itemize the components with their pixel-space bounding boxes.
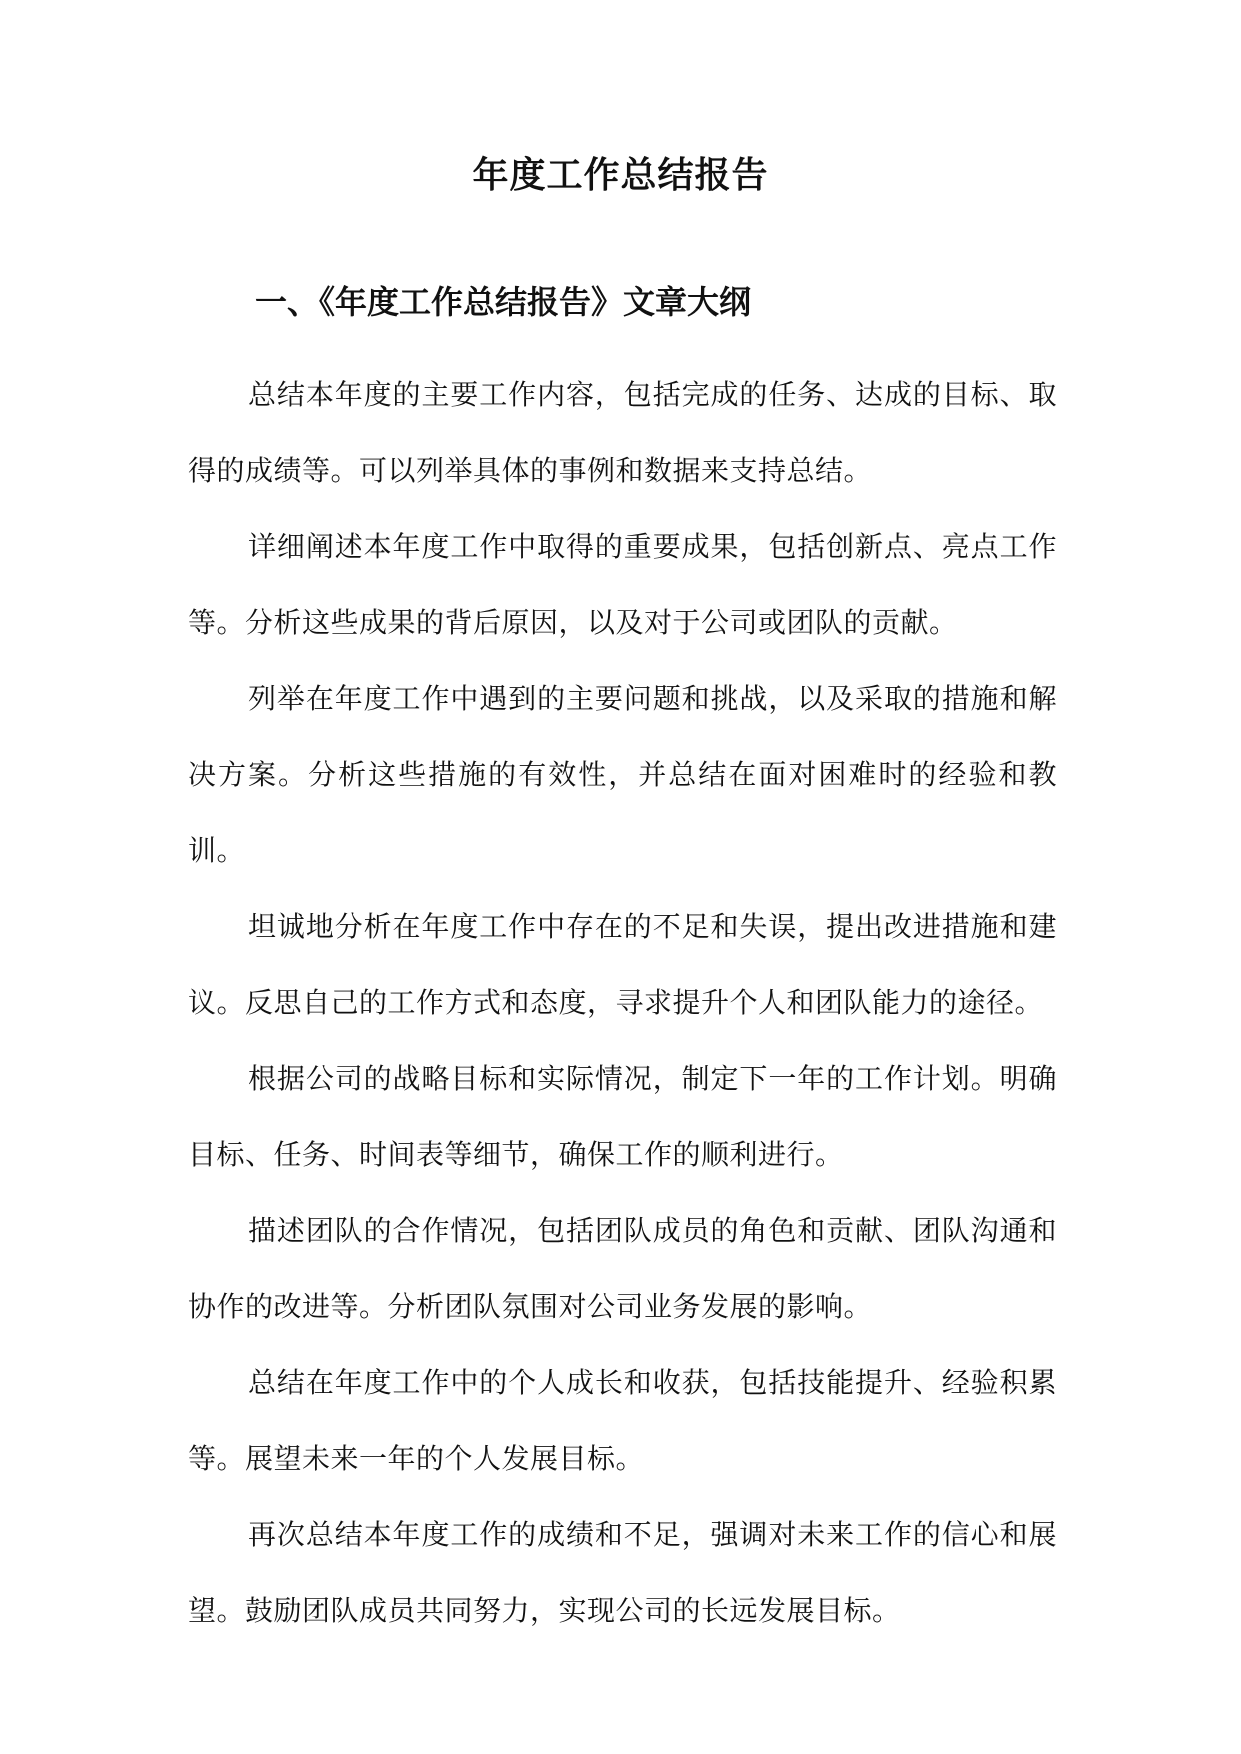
document-title: 年度工作总结报告: [472, 154, 769, 196]
paragraph-conclusion: 再次总结本年度工作的成绩和不足，强调对未来工作的信心和展望。鼓励团队成员共同努力，实现公司的长远发展目标。: [188, 1518, 1057, 1627]
paragraph-work-summary: 总结本年度的主要工作内容，包括完成的任务、达成的目标、取得的成绩等。可以列举具体的事例和数据来支持总结。: [188, 378, 1057, 487]
paragraph-next-year-plan: 根据公司的战略目标和实际情况，制定下一年的工作计划。明确目标、任务、时间表等细节，确保工作的顺利进行。: [188, 1062, 1057, 1171]
paragraph-challenges: 列举在年度工作中遇到的主要问题和挑战，以及采取的措施和解决方案。分析这些措施的有效性，并总结在面对困难时的经验和教训。: [188, 682, 1057, 867]
paragraph-achievements: 详细阐述本年度工作中取得的重要成果，包括创新点、亮点工作等。分析这些成果的背后原因，以及对于公司或团队的贡献。: [188, 530, 1057, 639]
paragraph-shortcomings: 坦诚地分析在年度工作中存在的不足和失误，提出改进措施和建议。反思自己的工作方式和态度，寻求提升个人和团队能力的途径。: [188, 910, 1057, 1019]
paragraph-personal-growth: 总结在年度工作中的个人成长和收获，包括技能提升、经验积累等。展望未来一年的个人发展目标。: [188, 1366, 1057, 1475]
section-heading: 一、《年度工作总结报告》文章大纲: [255, 283, 752, 321]
paragraph-teamwork: 描述团队的合作情况，包括团队成员的角色和贡献、团队沟通和协作的改进等。分析团队氛围对公司业务发展的影响。: [188, 1214, 1057, 1323]
document-body: [188, 357, 1057, 1649]
